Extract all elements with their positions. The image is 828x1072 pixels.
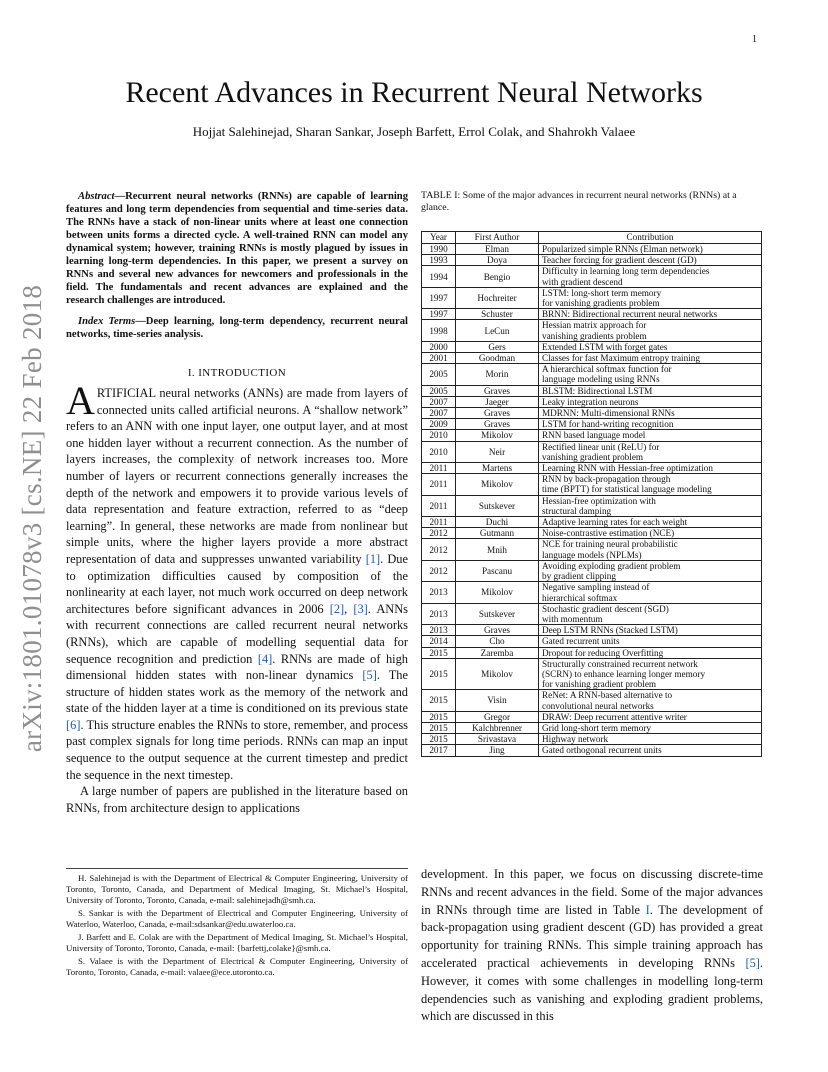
contribution-cell: Stochastic gradient descent (SGD) with momentum bbox=[539, 603, 762, 624]
footnote: J. Barfett and E. Colak are with the Department of Medical Imaging, St. Michael’s Hospital, University of Toronto, Toronto, Canada, e-mail: {barfettj,colake}@smh.ca. bbox=[66, 932, 408, 953]
contribution-cell: NCE for training neural probabilistic language models (NPLMs) bbox=[539, 539, 762, 560]
year-cell: 2010 bbox=[422, 441, 456, 462]
author-cell: Jing bbox=[456, 745, 539, 756]
author-cell: Gregor bbox=[456, 711, 539, 722]
year-cell: 2013 bbox=[422, 603, 456, 624]
year-cell: 2015 bbox=[422, 690, 456, 711]
contribution-cell: Noise-contrastive estimation (NCE) bbox=[539, 528, 762, 539]
table-row bbox=[422, 658, 762, 690]
table-row bbox=[422, 636, 762, 647]
year-cell: 1993 bbox=[422, 255, 456, 266]
author-cell: Martens bbox=[456, 463, 539, 474]
contribution-cell: Dropout for reducing Overfitting bbox=[539, 647, 762, 658]
author-cell: Sutskever bbox=[456, 495, 539, 516]
contribution-cell: Gated recurrent units bbox=[539, 636, 762, 647]
year-cell: 2010 bbox=[422, 430, 456, 441]
year-cell: 2012 bbox=[422, 560, 456, 581]
year-cell: 2011 bbox=[422, 517, 456, 528]
contribution-cell: Rectified linear unit (ReLU) for vanishing gradient problem bbox=[539, 441, 762, 462]
index-terms-text: —Deep learning, long-term dependency, recurrent neural networks, time-series analysis. bbox=[66, 316, 408, 340]
contribution-cell: LSTM: long-short term memory for vanishing gradients problem bbox=[539, 287, 762, 308]
left-column bbox=[66, 190, 408, 816]
contribution-cell: DRAW: Deep recurrent attentive writer bbox=[539, 711, 762, 722]
table-row bbox=[422, 745, 762, 756]
author-cell: LeCun bbox=[456, 320, 539, 341]
table-row bbox=[422, 441, 762, 462]
year-cell: 2005 bbox=[422, 364, 456, 385]
author-cell: Sutskever bbox=[456, 603, 539, 624]
contribution-cell: MDRNN: Multi-dimensional RNNs bbox=[539, 408, 762, 419]
table-row bbox=[422, 408, 762, 419]
column-header-first-author: First Author bbox=[456, 232, 539, 244]
author-cell: Cho bbox=[456, 636, 539, 647]
author-cell: Gutmann bbox=[456, 528, 539, 539]
drop-cap: A bbox=[66, 378, 95, 423]
table-row bbox=[422, 603, 762, 624]
footnote: S. Valaee is with the Department of Electrical & Computer Engineering, University of Toronto, Toronto, Canada, e-mail: valaee@ece.utoronto.ca. bbox=[66, 956, 408, 977]
contribution-cell: A hierarchical softmax function for language modeling using RNNs bbox=[539, 364, 762, 385]
right-column bbox=[421, 190, 763, 757]
column-header-year: Year bbox=[422, 232, 456, 244]
contribution-cell: Leaky integration neurons bbox=[539, 396, 762, 407]
column-header-contribution: Contribution bbox=[539, 232, 762, 244]
year-cell: 1997 bbox=[422, 287, 456, 308]
author-cell: Mikolov bbox=[456, 658, 539, 690]
contribution-cell: Highway network bbox=[539, 734, 762, 745]
contribution-cell: Learning RNN with Hessian-free optimization bbox=[539, 463, 762, 474]
table-row bbox=[422, 353, 762, 364]
author-cell: Mikolov bbox=[456, 430, 539, 441]
table-row bbox=[422, 309, 762, 320]
author-cell: Zaremba bbox=[456, 647, 539, 658]
table-row bbox=[422, 266, 762, 287]
contribution-cell: Teacher forcing for gradient descent (GD) bbox=[539, 255, 762, 266]
table-row bbox=[422, 582, 762, 603]
author-list: Hojjat Salehinejad, Sharan Sankar, Joseph Barfett, Errol Colak, and Shahrokh Valaee bbox=[192, 124, 636, 139]
intro-text: RTIFICIAL neural networks (ANNs) are made from layers of connected units called artificial neurons. A “shallow network” refers to an ANN with one input layer, one output layer, and at most one hidden layer without a recurrent connection. As the number of layers increases, the complexity of network increases too. More number of layers or recurrent connections generally increases the depth of the network and empowers it to provide various levels of data representation and feature extraction, referred to as “deep learning”. In general, these networks are made from nonlinear but simple units, where the higher layers provide a more abstract representation of data and suppresses unwanted variability bbox=[66, 386, 408, 566]
year-cell: 2012 bbox=[422, 539, 456, 560]
intro-text: . ANNs with recurrent connections are called recurrent neural networks (RNNs), which are capable of modelling sequential data for sequence recognition and prediction bbox=[66, 601, 408, 666]
footnote: H. Salehinejad is with the Department of Electrical & Computer Engineering, University of Toronto, Toronto, Canada, and Department of Medical Imaging, St. Michael’s Hospital, University of Toronto, Toronto, Canada, e-mail: salehinejadh@smh.ca. bbox=[66, 873, 408, 905]
year-cell: 1990 bbox=[422, 244, 456, 255]
year-cell: 2012 bbox=[422, 528, 456, 539]
year-cell: 2011 bbox=[422, 474, 456, 495]
author-cell: Visin bbox=[456, 690, 539, 711]
author-footnotes bbox=[66, 868, 408, 980]
abstract-lead: Abstract bbox=[78, 191, 115, 202]
contribution-cell: BLSTM: Bidirectional LSTM bbox=[539, 385, 762, 396]
citation-link[interactable]: [5] bbox=[745, 955, 760, 970]
citation-link[interactable]: [4] bbox=[257, 651, 273, 666]
contribution-cell: LSTM for hand-writing recognition bbox=[539, 419, 762, 430]
table-row bbox=[422, 495, 762, 516]
author-cell: Neir bbox=[456, 441, 539, 462]
contribution-cell: Popularized simple RNNs (Elman network) bbox=[539, 244, 762, 255]
contribution-cell: Hessian matrix approach for vanishing gradients problem bbox=[539, 320, 762, 341]
index-terms bbox=[66, 315, 408, 341]
citation-link[interactable]: [6] bbox=[66, 717, 81, 732]
year-cell: 1998 bbox=[422, 320, 456, 341]
table-row bbox=[422, 244, 762, 255]
right-column-body bbox=[421, 866, 763, 1026]
contribution-cell: Negative sampling instead of hierarchical softmax bbox=[539, 582, 762, 603]
intro-text: , bbox=[344, 601, 354, 616]
table-row bbox=[422, 528, 762, 539]
author-cell: Mnih bbox=[456, 539, 539, 560]
intro-text: . RNNs are made of high dimensional hidden states with non-linear dynamics bbox=[66, 651, 408, 683]
paper-title: Recent Advances in Recurrent Neural Networks bbox=[125, 76, 703, 109]
intro-paragraph-2: A large number of papers are published in the literature based on RNNs, from architecture design to applications bbox=[66, 784, 408, 815]
author-cell: Graves bbox=[456, 408, 539, 419]
contribution-cell: Avoiding exploding gradient problem by gradient clipping bbox=[539, 560, 762, 581]
table-row bbox=[422, 419, 762, 430]
year-cell: 2015 bbox=[422, 711, 456, 722]
table-row bbox=[422, 320, 762, 341]
author-cell: Morin bbox=[456, 364, 539, 385]
citation-link[interactable]: [5] bbox=[362, 668, 377, 683]
body-text: . However, it comes with some challenges in modelling long-term dependencies such as vanishing and exploding gradient problems, which are discussed in this bbox=[421, 955, 763, 1024]
year-cell: 1997 bbox=[422, 309, 456, 320]
table-row bbox=[422, 463, 762, 474]
table-row bbox=[422, 517, 762, 528]
intro-paragraph-1 bbox=[66, 378, 408, 783]
table-row bbox=[422, 364, 762, 385]
table-row bbox=[422, 539, 762, 560]
intro-text: . The structure of hidden states work as the memory of the network and state of the hidden layer at a time is conditioned on its previous state bbox=[66, 668, 408, 716]
abstract bbox=[66, 190, 408, 307]
introduction-body bbox=[66, 378, 408, 816]
contribution-cell: Extended LSTM with forget gates bbox=[539, 341, 762, 352]
advances-table bbox=[421, 231, 762, 757]
table-row bbox=[422, 734, 762, 745]
index-terms-lead: Index Terms bbox=[78, 316, 136, 327]
table-row bbox=[422, 647, 762, 658]
contribution-cell: Gated orthogonal recurrent units bbox=[539, 745, 762, 756]
year-cell: 2009 bbox=[422, 419, 456, 430]
page-number: 1 bbox=[752, 34, 757, 45]
contribution-cell: Classes for fast Maximum entropy training bbox=[539, 353, 762, 364]
contribution-cell: RNN based language model bbox=[539, 430, 762, 441]
author-cell: Pascanu bbox=[456, 560, 539, 581]
table-row bbox=[422, 474, 762, 495]
table-row bbox=[422, 711, 762, 722]
table-header-row bbox=[422, 232, 762, 244]
author-cell: Bengio bbox=[456, 266, 539, 287]
table-reference-link[interactable]: I bbox=[645, 902, 650, 917]
year-cell: 2007 bbox=[422, 408, 456, 419]
table-row bbox=[422, 396, 762, 407]
year-cell: 2013 bbox=[422, 582, 456, 603]
contribution-cell: BRNN: Bidirectional recurrent neural networks bbox=[539, 309, 762, 320]
arxiv-id: arXiv:1801.01078v3 [cs.NE] 22 Feb 2018 bbox=[17, 284, 48, 752]
arxiv-stamp[interactable] bbox=[18, 258, 48, 778]
intro-text: . Due to optimization difficulties caused by composition of the nonlinearity at each layer, not much work occurred on deep network architectures before significant advances in 2006 bbox=[66, 551, 408, 616]
year-cell: 2011 bbox=[422, 495, 456, 516]
year-cell: 2013 bbox=[422, 625, 456, 636]
author-cell: Gers bbox=[456, 341, 539, 352]
author-cell: Graves bbox=[456, 625, 539, 636]
author-cell: Doya bbox=[456, 255, 539, 266]
table-row bbox=[422, 287, 762, 308]
contribution-cell: Adaptive learning rates for each weight bbox=[539, 517, 762, 528]
table-row bbox=[422, 385, 762, 396]
footnote: S. Sankar is with the Department of Electrical and Computer Engineering, University of Waterloo, Waterloo, Canada, e-mail:sdsankar@edu.uwaterloo.ca. bbox=[66, 908, 408, 929]
year-cell: 2007 bbox=[422, 396, 456, 407]
author-cell: Graves bbox=[456, 419, 539, 430]
abstract-text: —Recurrent neural networks (RNNs) are capable of learning features and long term dependencies from sequential and time-series data. The RNNs have a stack of non-linear units where at least one connection between units forms a directed cycle. A well-trained RNN can model any dynamical system; however, training RNNs is mostly plagued by issues in learning long-term dependencies. In this paper, we present a survey on RNNs and several new advances for newcomers and professionals in the field. The fundamentals and recent advances are explained and the research challenges are introduced. bbox=[66, 191, 408, 306]
body-text: . The development of back-propagation using gradient descent (GD) has provided a great opportunity for training RNNs. This simple training approach has accelerated practical achievements in developing RNNs bbox=[421, 902, 763, 970]
year-cell: 2000 bbox=[422, 341, 456, 352]
table-row bbox=[422, 430, 762, 441]
author-cell: Schuster bbox=[456, 309, 539, 320]
author-cell: Kalchbrenner bbox=[456, 722, 539, 733]
table-row bbox=[422, 625, 762, 636]
table-row bbox=[422, 560, 762, 581]
body-text: development. In this paper, we focus on discussing discrete-time RNNs and recent advances in the field. Some of the major advances in RNNs through time are listed in Table bbox=[421, 867, 763, 917]
citation-link[interactable]: [1] bbox=[365, 551, 381, 566]
contribution-cell: Grid long-short term memory bbox=[539, 722, 762, 733]
year-cell: 2015 bbox=[422, 722, 456, 733]
section-heading-introduction: I. INTRODUCTION bbox=[187, 367, 287, 379]
body-paragraph bbox=[421, 866, 763, 1026]
year-cell: 2017 bbox=[422, 745, 456, 756]
table-row bbox=[422, 690, 762, 711]
year-cell: 1994 bbox=[422, 266, 456, 287]
author-cell: Goodman bbox=[456, 353, 539, 364]
author-cell: Mikolov bbox=[456, 474, 539, 495]
author-cell: Srivastava bbox=[456, 734, 539, 745]
author-cell: Duchi bbox=[456, 517, 539, 528]
intro-text: . This structure enables the RNNs to store, remember, and process past complex signals for long time periods. RNNs can map an input sequence to the output sequence at the current timestep and predict the sequence in the next timestep. bbox=[66, 717, 408, 782]
author-cell: Graves bbox=[456, 385, 539, 396]
contribution-cell: Hessian-free optimization with structural damping bbox=[539, 495, 762, 516]
author-cell: Hochreiter bbox=[456, 287, 539, 308]
contribution-cell: ReNet: A RNN-based alternative to convolutional neural networks bbox=[539, 690, 762, 711]
year-cell: 2015 bbox=[422, 658, 456, 690]
year-cell: 2001 bbox=[422, 353, 456, 364]
year-cell: 2005 bbox=[422, 385, 456, 396]
contribution-cell: Difficulty in learning long term dependencies with gradient descend bbox=[539, 266, 762, 287]
citation-link[interactable]: [3] bbox=[353, 601, 368, 616]
contribution-cell: RNN by back-propagation through time (BPTT) for statistical language modeling bbox=[539, 474, 762, 495]
contribution-cell: Deep LSTM RNNs (Stacked LSTM) bbox=[539, 625, 762, 636]
table-caption: TABLE I: Some of the major advances in recurrent neural networks (RNNs) at a glance. bbox=[421, 190, 737, 213]
contribution-cell: Structurally constrained recurrent network (SCRN) to enhance learning longer memory for vanishing gradient problem bbox=[539, 658, 762, 690]
author-cell: Mikolov bbox=[456, 582, 539, 603]
table-row bbox=[422, 722, 762, 733]
year-cell: 2015 bbox=[422, 647, 456, 658]
author-cell: Jaeger bbox=[456, 396, 539, 407]
author-cell: Elman bbox=[456, 244, 539, 255]
year-cell: 2014 bbox=[422, 636, 456, 647]
year-cell: 2015 bbox=[422, 734, 456, 745]
table-row bbox=[422, 341, 762, 352]
citation-link[interactable]: [2] bbox=[329, 601, 345, 616]
year-cell: 2011 bbox=[422, 463, 456, 474]
table-row bbox=[422, 255, 762, 266]
